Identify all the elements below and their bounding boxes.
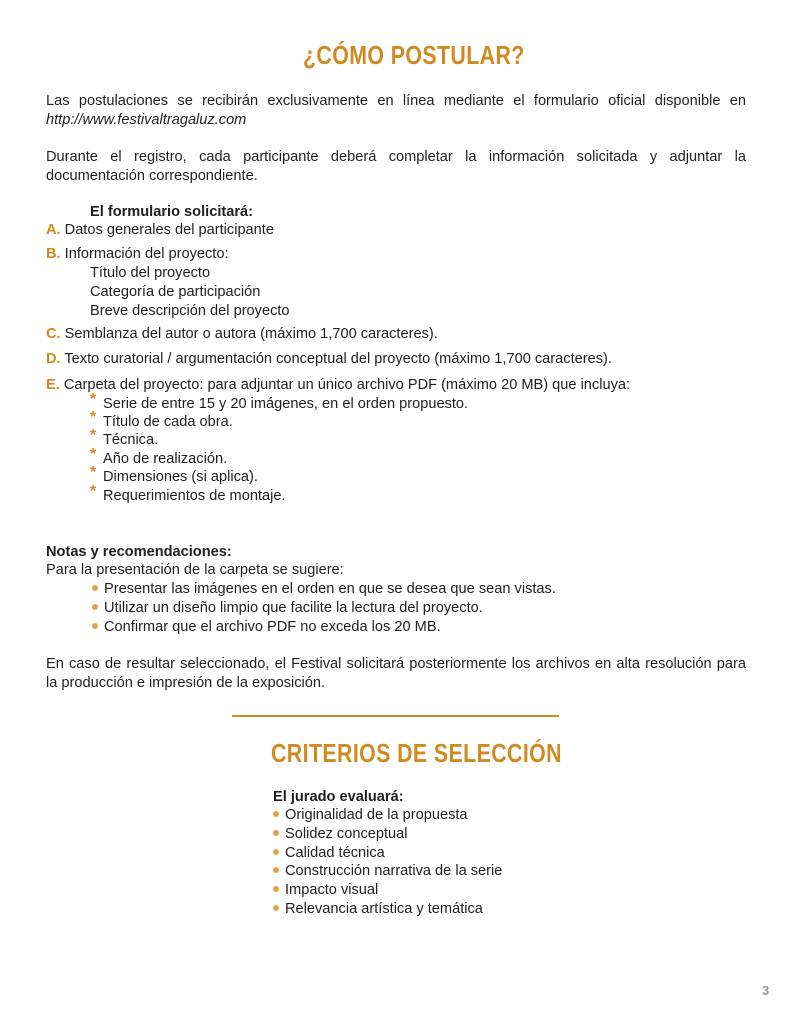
asterisk-icon: * <box>90 446 97 463</box>
list-item-e <box>46 376 630 395</box>
b-subitem: Categoría de participación <box>90 284 261 300</box>
intro-text: Las postulaciones se recibirán exclusivamente en línea mediante el formulario oficial disponible en <box>46 93 746 109</box>
bullet-icon <box>273 830 279 836</box>
bullet-icon <box>92 604 98 610</box>
b-subitem: Título del proyecto <box>90 265 211 281</box>
list-item-d <box>46 350 612 369</box>
intro-paragraph-1 <box>46 92 746 130</box>
criteria-item: Calidad técnica <box>273 844 385 863</box>
section-title: CRITERIOS DE SELECCIÓN <box>271 738 562 768</box>
list-item-a <box>46 221 274 240</box>
item-letter: D. <box>46 351 61 367</box>
item-text: Datos generales del participante <box>64 222 274 238</box>
criteria-item: Solidez conceptual <box>273 825 408 844</box>
intro-paragraph-2: Durante el registro, cada participante deberá completar la información solicitada y adjuntar la documentación correspondiente. <box>46 149 746 184</box>
section-divider <box>232 715 559 717</box>
note-item: Confirmar que el archivo PDF no exceda los 20 MB. <box>92 618 441 637</box>
bullet-icon <box>273 886 279 892</box>
asterisk-icon: * <box>90 483 97 500</box>
asterisk-icon: * <box>90 409 97 426</box>
list-item-c <box>46 325 438 344</box>
criteria-item: Impacto visual <box>273 881 378 900</box>
item-text: Texto curatorial / argumentación conceptual del proyecto (máximo 1,700 caracteres). <box>64 351 612 367</box>
item-text: Semblanza del autor o autora (máximo 1,700 caracteres). <box>64 326 438 342</box>
page-title: ¿CÓMO POSTULAR? <box>303 40 525 70</box>
bullet-icon <box>273 905 279 911</box>
page-number: 3 <box>762 983 770 998</box>
e-subitem: * Título de cada obra. <box>90 409 233 430</box>
notes-heading: Notas y recomendaciones: <box>46 544 232 560</box>
list-item-b <box>46 245 229 264</box>
form-heading: El formulario solicitará: <box>90 204 254 220</box>
notes-intro: Para la presentación de la carpeta se sugiere: <box>46 562 344 578</box>
e-subitem: * Técnica. <box>90 427 159 448</box>
bullet-icon <box>273 867 279 873</box>
bullet-icon <box>92 623 98 629</box>
item-letter: B. <box>46 246 61 262</box>
festival-url-link[interactable]: http://www.festivaltragaluz.com <box>46 112 247 128</box>
jury-heading: El jurado evaluará: <box>273 789 404 805</box>
asterisk-icon: * <box>90 464 97 481</box>
criteria-item: Originalidad de la propuesta <box>273 806 468 825</box>
asterisk-icon: * <box>90 391 97 408</box>
item-letter: A. <box>46 222 61 238</box>
e-subitem: * Dimensiones (si aplica). <box>90 464 258 485</box>
e-subitem: * Serie de entre 15 y 20 imágenes, en el orden propuesto. <box>90 391 469 412</box>
item-text: Carpeta del proyecto: para adjuntar un único archivo PDF (máximo 20 MB) que incluya: <box>63 377 631 393</box>
e-subitem: * Requerimientos de montaje. <box>90 483 286 504</box>
item-letter: C. <box>46 326 61 342</box>
bullet-icon <box>92 585 98 591</box>
note-item: Presentar las imágenes en el orden en que se desea que sean vistas. <box>92 580 556 599</box>
item-letter: E. <box>46 377 60 393</box>
closing-paragraph: En caso de resultar seleccionado, el Festival solicitará posteriormente los archivos en alta resolución para la producción e impresión de la exposición. <box>46 656 746 691</box>
bullet-icon <box>273 849 279 855</box>
e-subitem: * Año de realización. <box>90 446 228 467</box>
criteria-item: Construcción narrativa de la serie <box>273 862 502 881</box>
item-text: Información del proyecto: <box>64 246 229 262</box>
note-item: Utilizar un diseño limpio que facilite la lectura del proyecto. <box>92 599 483 618</box>
bullet-icon <box>273 811 279 817</box>
b-subitem: Breve descripción del proyecto <box>90 303 290 319</box>
criteria-item: Relevancia artística y temática <box>273 900 483 919</box>
asterisk-icon: * <box>90 427 97 444</box>
